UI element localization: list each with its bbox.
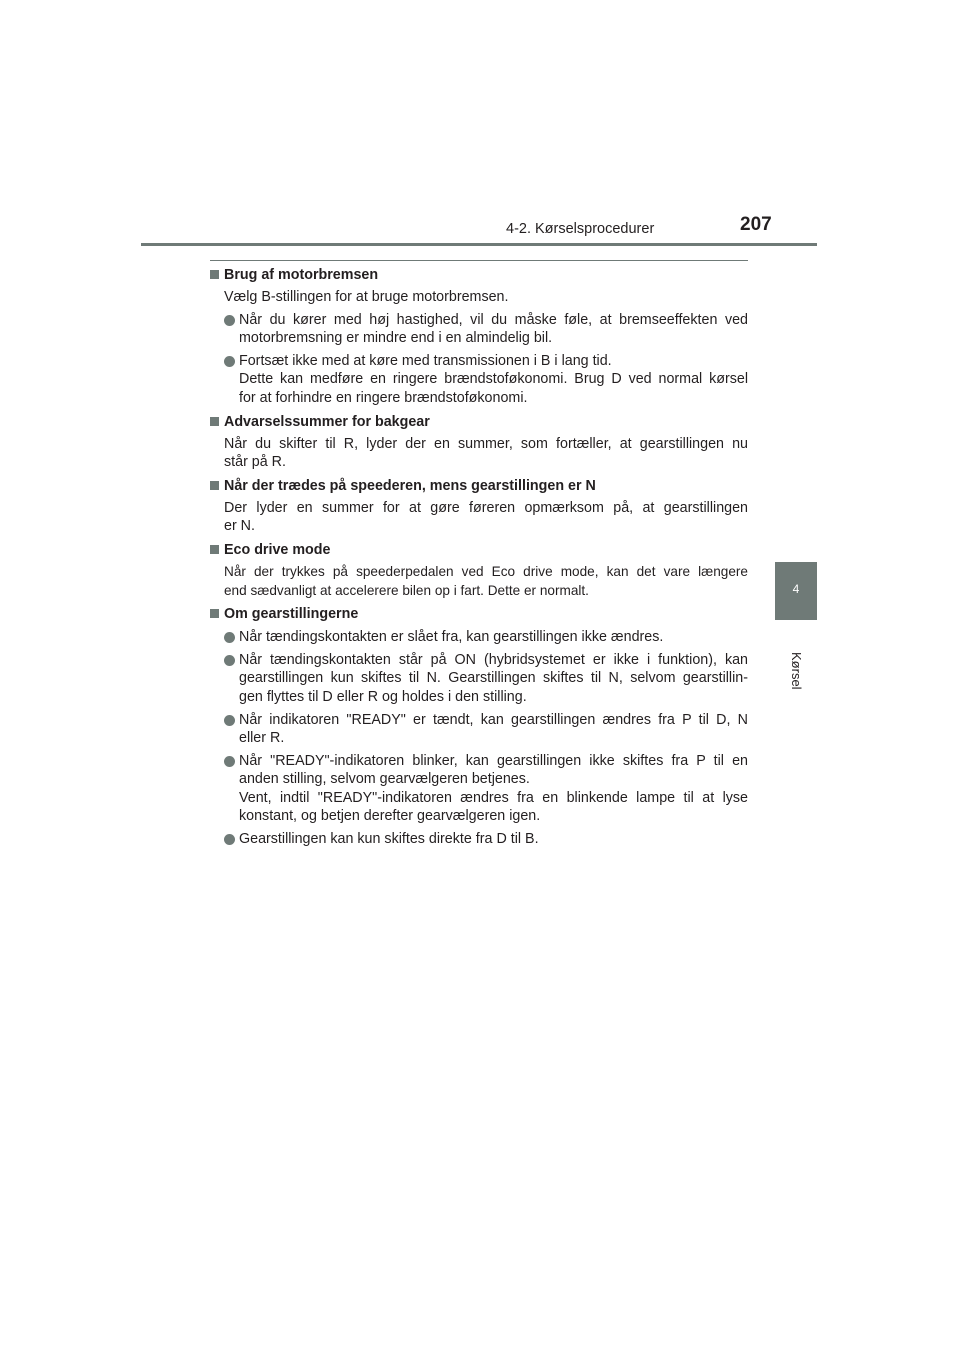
circle-bullet-icon — [224, 655, 235, 666]
circle-bullet-icon — [224, 715, 235, 726]
section — [210, 413, 748, 472]
bullet-line: anden stilling, selvom gearvælgeren betjenes. — [239, 771, 530, 788]
square-bullet-icon — [210, 481, 219, 490]
content-top-rule — [210, 260, 748, 261]
bullet-line: motorbremsning er mindre end i en almindelig bil. — [239, 330, 553, 347]
section-title-text: Advarselssummer for bakgear — [224, 413, 430, 430]
bullet-item — [210, 352, 748, 408]
bullet-line: Dette kan medføre en ringere brændstoføkonomi. Brug D ved normal kørsel — [239, 371, 748, 388]
bullet-line: Gearstillingen kan kun skiftes direkte fra D til B. — [239, 831, 539, 848]
header-rule — [141, 243, 817, 246]
circle-bullet-icon — [224, 356, 235, 367]
section-paragraph — [210, 435, 748, 472]
bullet-item — [210, 311, 748, 348]
bullet-line: Når tændingskontakten står på ON (hybridsystemet er ikke i funktion), kan — [239, 651, 748, 668]
section — [210, 541, 748, 600]
bullet-item — [210, 711, 748, 748]
section-title-text: Brug af motorbremsen — [224, 267, 379, 283]
bullet-line: gen flyttes til D eller R og holdes i den stilling. — [239, 688, 527, 705]
bullet-item — [210, 752, 748, 826]
square-bullet-icon — [210, 270, 219, 279]
paragraph-line: end sædvanligt at accelerere bilen op i fart. Dette er normalt. — [224, 582, 589, 598]
header-section-title: 4-2. Kørselsprocedurer — [506, 221, 655, 237]
side-chapter-tab — [775, 562, 817, 620]
section-paragraph — [210, 499, 748, 536]
bullet-line: Når tændingskontakten er slået fra, kan gearstillingen ikke ændres. — [239, 629, 664, 646]
circle-bullet-icon — [224, 315, 235, 326]
section-title — [210, 605, 748, 624]
paragraph-line: Når du skifter til R, lyder der en summer, som fortæller, at gearstillingen nu — [224, 435, 748, 452]
section-title — [210, 477, 748, 496]
paragraph-line: Der lyder en summer for at gøre føreren opmærksom på, at gearstillingen — [224, 499, 748, 516]
paragraph-line: står på R. — [224, 454, 286, 471]
square-bullet-icon — [210, 417, 219, 426]
section — [210, 477, 748, 536]
section-title — [210, 541, 748, 560]
paragraph-line: Når der trykkes på speederpedalen ved Eco drive mode, kan det vare længere — [224, 563, 748, 579]
square-bullet-icon — [210, 609, 219, 618]
section — [210, 266, 748, 408]
bullet-line: konstant, og betjen derefter gearvælgeren igen. — [239, 808, 541, 825]
bullet-line: for at forhindre en ringere brændstoføkonomi. — [239, 389, 528, 406]
paragraph-line: er N. — [224, 518, 255, 535]
circle-bullet-icon — [224, 834, 235, 845]
section-paragraph — [210, 563, 748, 600]
bullet-line: gearstillingen kun skiftes til N. Gearstillingen skiftes til N, selvom gearstillin- — [239, 670, 748, 687]
bullet-item — [210, 628, 748, 647]
bullet-line: Vent, indtil "READY"-indikatoren ændres fra en blinkende lampe til at lyse — [239, 789, 748, 806]
side-chapter-label: Kørsel — [789, 652, 804, 690]
section-title-text: Når der trædes på speederen, mens gearstillingen er N — [224, 477, 596, 494]
circle-bullet-icon — [224, 632, 235, 643]
bullet-line: Fortsæt ikke med at køre med transmissionen i B i lang tid. — [239, 352, 612, 369]
section — [210, 605, 748, 849]
section-title — [210, 413, 748, 432]
bullet-item — [210, 651, 748, 707]
bullet-line: eller R. — [239, 730, 285, 747]
bullet-line: Når "READY"-indikatoren blinker, kan gearstillingen ikke skiftes fra P til en — [239, 752, 748, 769]
bullet-item — [210, 830, 748, 849]
side-chapter-number: 4 — [792, 582, 800, 596]
circle-bullet-icon — [224, 756, 235, 767]
section-title-text: Eco drive mode — [224, 541, 331, 558]
square-bullet-icon — [210, 545, 219, 554]
page-number: 207 — [740, 214, 772, 235]
section-title — [210, 266, 748, 285]
section-paragraph — [210, 288, 748, 307]
bullet-line: Når du kører med høj hastighed, vil du måske føle, at bremseeffekten ved — [239, 311, 748, 328]
paragraph-line: Vælg B-stillingen for at bruge motorbremsen. — [224, 289, 509, 305]
page-content — [210, 266, 748, 854]
bullet-line: Når indikatoren "READY" er tændt, kan gearstillingen ændres fra P til D, N — [239, 711, 748, 728]
section-title-text: Om gearstillingerne — [224, 606, 359, 623]
